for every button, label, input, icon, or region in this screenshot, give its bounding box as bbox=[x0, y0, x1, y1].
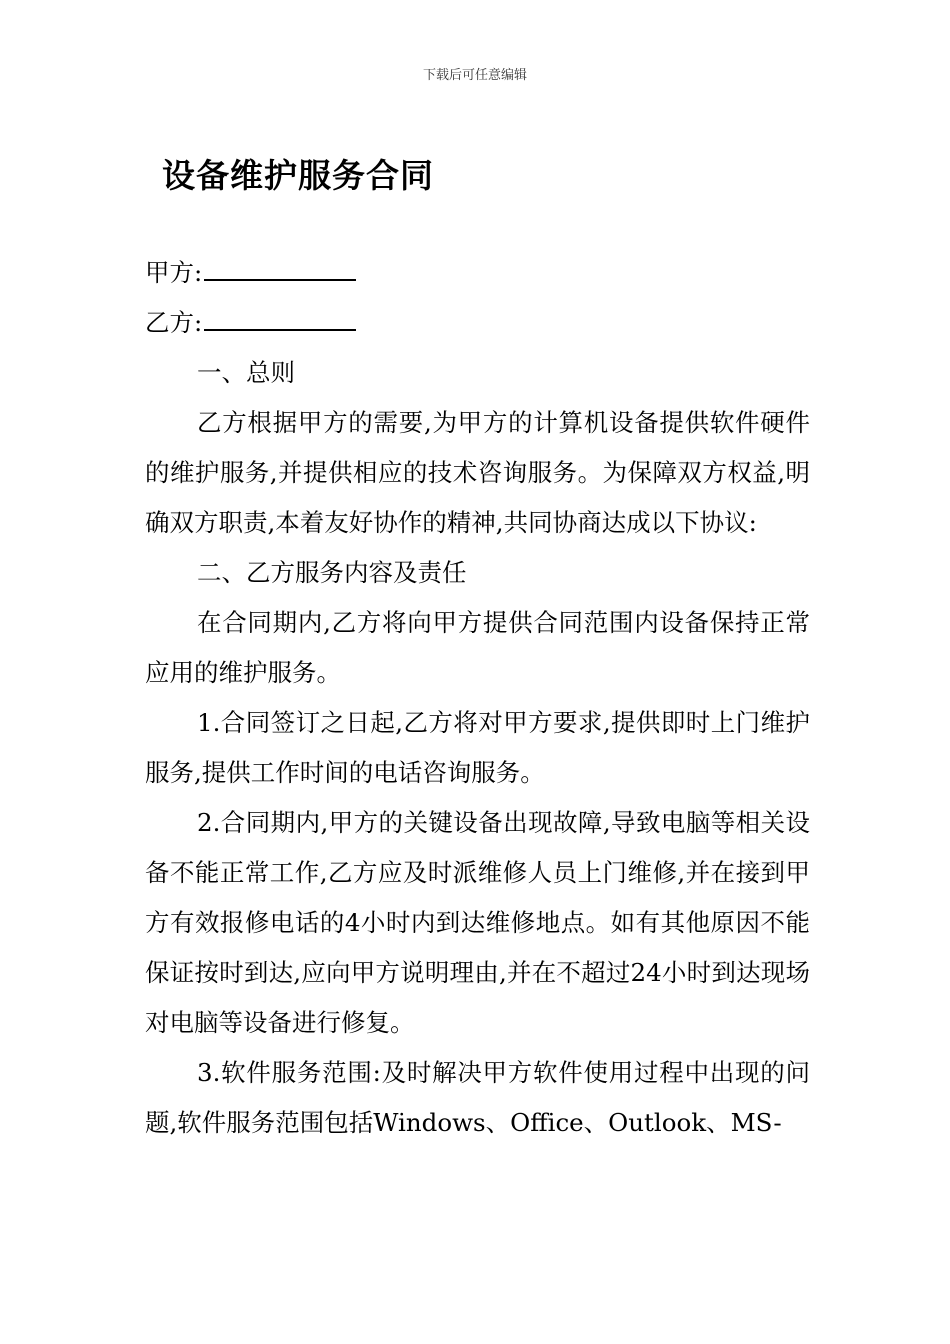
party-a-blank bbox=[204, 257, 356, 281]
party-a-label: 甲方: bbox=[145, 258, 203, 287]
party-b-blank bbox=[204, 307, 356, 331]
party-b-row bbox=[145, 298, 810, 348]
party-a-row bbox=[145, 248, 810, 298]
service-item-3: 3.软件服务范围:及时解决甲方软件使用过程中出现的问题,软件服务范围包括Windows、Office、Outlook、MS- bbox=[145, 1058, 810, 1137]
section-general-heading: 一、总则 bbox=[197, 358, 295, 387]
section-service-heading: 二、乙方服务内容及责任 bbox=[197, 558, 467, 587]
service-item-2: 2.合同期内,甲方的关键设备出现故障,导致电脑等相关设备不能正常工作,乙方应及时派维修人员上门维修,并在接到甲方有效报修电话的4小时内到达维修地点。如有其他原因不能保证按时到达,应向甲方说明理由,并在不超过24小时到达现场对电脑等设备进行修复。 bbox=[145, 808, 810, 1037]
document-title: 设备维护服务合同 bbox=[162, 156, 434, 195]
document-body bbox=[145, 248, 810, 1148]
party-b-label: 乙方: bbox=[145, 308, 203, 337]
section-general-text: 乙方根据甲方的需要,为甲方的计算机设备提供软件硬件的维护服务,并提供相应的技术咨询服务。为保障双方权益,明确双方职责,本着友好协作的精神,共同协商达成以下协议: bbox=[145, 408, 810, 537]
service-item-1: 1.合同签订之日起,乙方将对甲方要求,提供即时上门维护服务,提供工作时间的电话咨询服务。 bbox=[145, 708, 810, 787]
header-note: 下载后可任意编辑 bbox=[422, 68, 527, 83]
section-service-intro: 在合同期内,乙方将向甲方提供合同范围内设备保持正常应用的维护服务。 bbox=[145, 608, 810, 687]
